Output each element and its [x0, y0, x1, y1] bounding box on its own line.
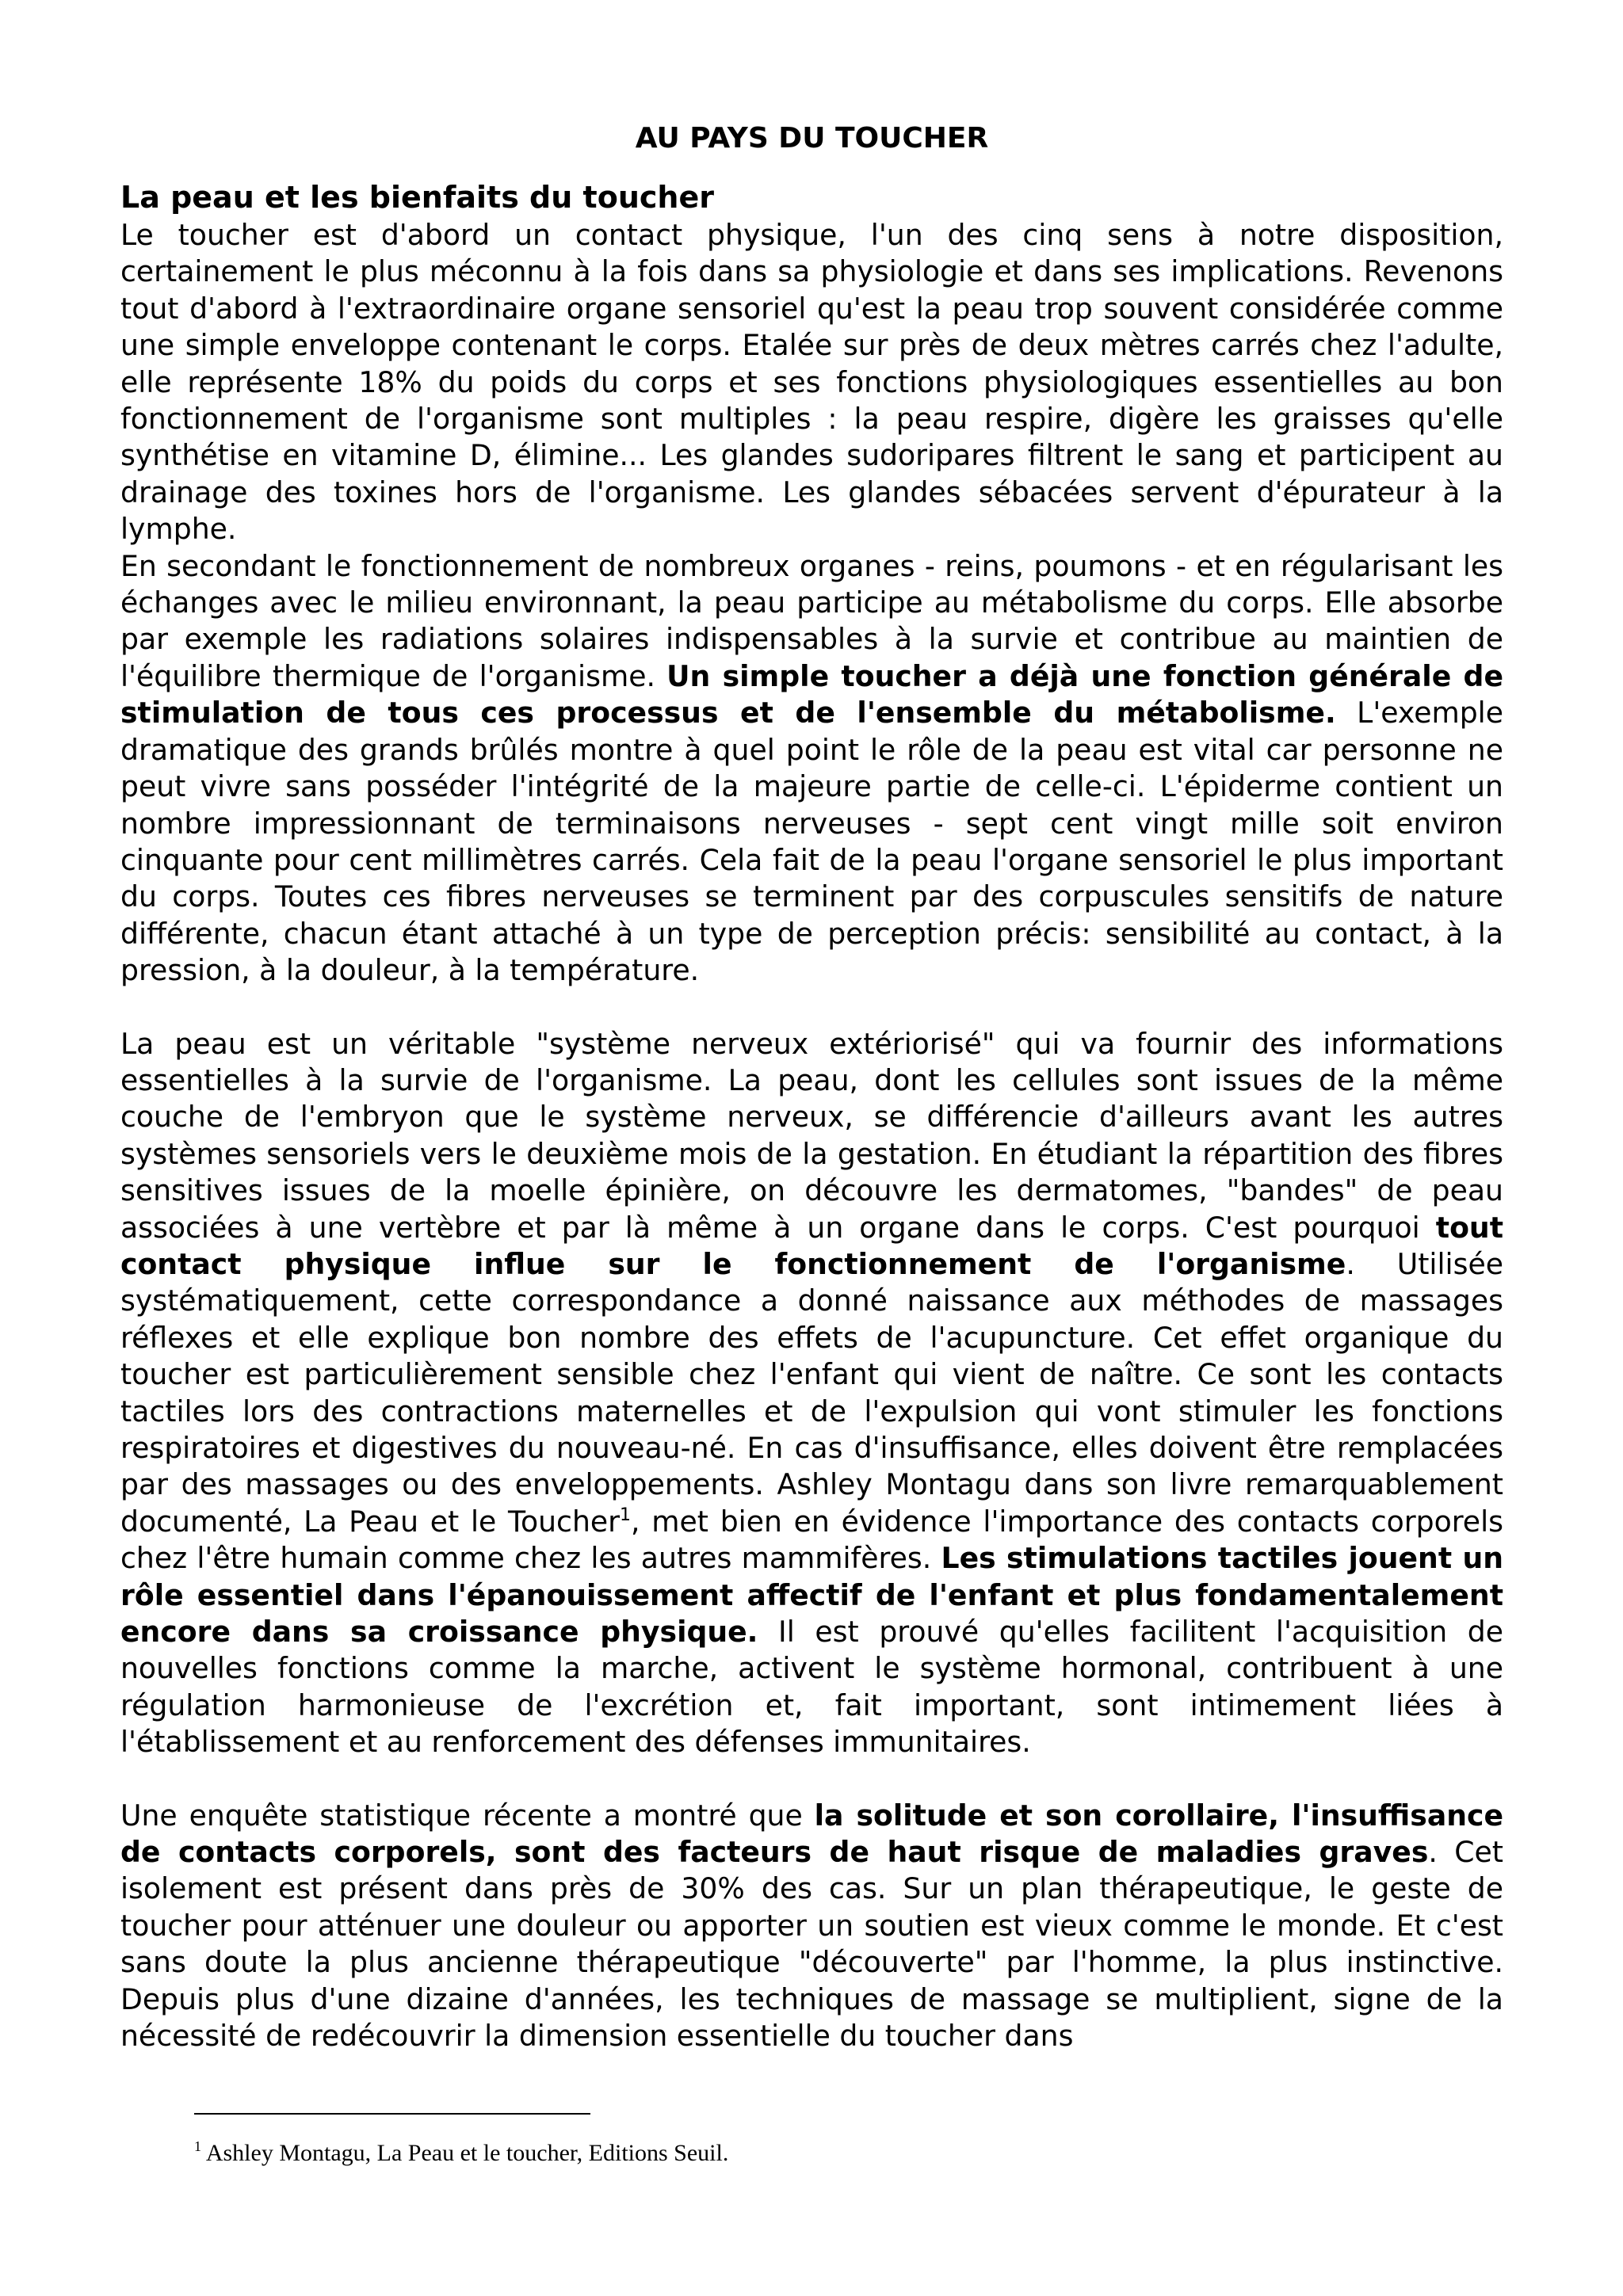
paragraph-1	[120, 217, 1503, 548]
paragraph-4-text-a: Une enquête statistique récente a montré que	[120, 1798, 815, 1833]
paragraph-2-emphasis: Un simple toucher a déjà une fonction générale de stimulation de tous ces processus et de l'ensemble du métabolisme.	[120, 658, 1503, 730]
footnote-marker: 1	[194, 2138, 201, 2154]
paragraph-2-text-a: En secondant le fonctionnement de nombreux organes - reins, poumons - et en régularisant les échanges avec le milieu environnant, la peau participe au métabolisme du corps. Elle absorbe par exemple les radiations solaires indispensables à la survie et contribue au maintien de l'équilibre thermique de l'organisme.	[120, 548, 1503, 693]
paragraph-3-text-a: La peau est un véritable "système nerveux extériorisé" qui va fournir des informations essentielles à la survie de l'organisme. La peau, dont les cellules sont issues de la même couche de l'embryon que le système nerveux, se différencie d'ailleurs avant les autres systèmes sensoriels vers le deuxième mois de la gestation. En étudiant la répartition des fibres sensitives issues de la moelle épinière, on découvre les dermatomes, "bandes" de peau associées à une vertèbre et par là même à un organe dans le corps. C'est pourquoi	[120, 1026, 1503, 1245]
paragraph-4-emphasis: la solitude et son corollaire, l'insuffisance de contacts corporels, sont des facteurs de haut risque de maladies graves	[120, 1798, 1503, 1870]
paragraph-2	[120, 548, 1503, 990]
paragraph-3-text-d: , met bien en évidence l'importance des contacts corporels chez l'être humain comme chez les autres mammifères.	[120, 1504, 1503, 1576]
paragraph-2-text-c: L'exemple dramatique des grands brûlés montre à quel point le rôle de la peau est vital car personne ne peut vivre sans posséder l'intégrité de la majeure partie de celle-ci. L'épiderme contient un nombre impressionnant de terminaisons nerveuses - sept cent vingt mille soit environ cinquante pour cent millimètres carrés. Cela fait de la peau l'organe sensoriel le plus important du corps. Toutes ces fibres nerveuses se terminent par des corpuscules sensitifs de nature différente, chacun étant attaché à un type de perception précis: sensibilité au contact, à la pression, à la douleur, à la température.	[120, 696, 1503, 988]
footnote-text: Ashley Montagu, La Peau et le toucher, Editions Seuil.	[201, 2140, 729, 2166]
paragraph-4	[120, 1798, 1503, 2055]
section-heading: La peau et les bienfaits du toucher	[120, 180, 714, 215]
paragraph-3-text-f: Il est prouvé qu'elles facilitent l'acquisition de nouvelles fonctions comme la marche, activent le système hormonal, contribuent à une régulation harmonieuse de l'excrétion et, fait important, sont intimement liées à l'établissement et au renforcement des défenses immunitaires.	[120, 1615, 1504, 1760]
footnote-reference[interactable]: 1	[620, 1505, 632, 1525]
paragraph-3-emphasis-1: tout contact physique influe sur le fonctionnement de l'organisme	[120, 1210, 1503, 1281]
footnote-separator	[194, 2113, 590, 2115]
document-page	[120, 119, 1503, 2055]
page-title: AU PAYS DU TOUCHER	[635, 122, 989, 154]
paragraph-4-text-c: . Cet isolement est présent dans près de 30% des cas. Sur un plan thérapeutique, le geste de toucher pour atténuer une douleur ou apporter un soutien est vieux comme le monde. Et c'est sans doute la plus ancienne thérapeutique "découverte" par l'homme, la plus instinctive. Depuis plus d'une dizaine d'années, les techniques de massage se multiplient, signe de la nécessité de redécouvrir la dimension essentielle du toucher dans	[120, 1835, 1503, 2054]
paragraph-3-emphasis-2: Les stimulations tactiles jouent un rôle essentiel dans l'épanouissement affectif de l'enfant et plus fondamentalement encore dans sa croissance physique.	[120, 1541, 1503, 1650]
paragraph-3	[120, 1026, 1503, 1761]
paragraph-1-text: Le toucher est d'abord un contact physique, l'un des cinq sens à notre disposition, certainement le plus méconnu à la fois dans sa physiologie et dans ses implications. Revenons tout d'abord à l'extraordinaire organe sensoriel qu'est la peau trop souvent considérée comme une simple enveloppe contenant le corps. Etalée sur près de deux mètres carrés chez l'adulte, elle représente 18% du poids du corps et ses fonctions physiologiques essentielles au bon fonctionnement de l'organisme sont multiples : la peau respire, digère les graisses qu'elle synthétise en vitamine D, élimine... Les glandes sudoripares filtrent le sang et participent au drainage des toxines hors de l'organisme. Les glandes sébacées servent d'épurateur à la lymphe.	[120, 218, 1503, 547]
paragraph-3-text-c: . Utilisée systématiquement, cette correspondance a donné naissance aux méthodes de massages réflexes et elle explique bon nombre des effets de l'acupuncture. Cet effet organique du toucher est particulièrement sensible chez l'enfant qui vient de naître. Ce sont les contacts tactiles lors des contractions maternelles et de l'expulsion qui vont stimuler les fonctions respiratoires et digestives du nouveau-né. En cas d'insuffisance, elles doivent être remplacées par des massages ou des enveloppements. Ashley Montagu dans son livre remarquablement documenté, La Peau et le Toucher	[120, 1246, 1503, 1539]
footnote	[194, 2139, 728, 2168]
